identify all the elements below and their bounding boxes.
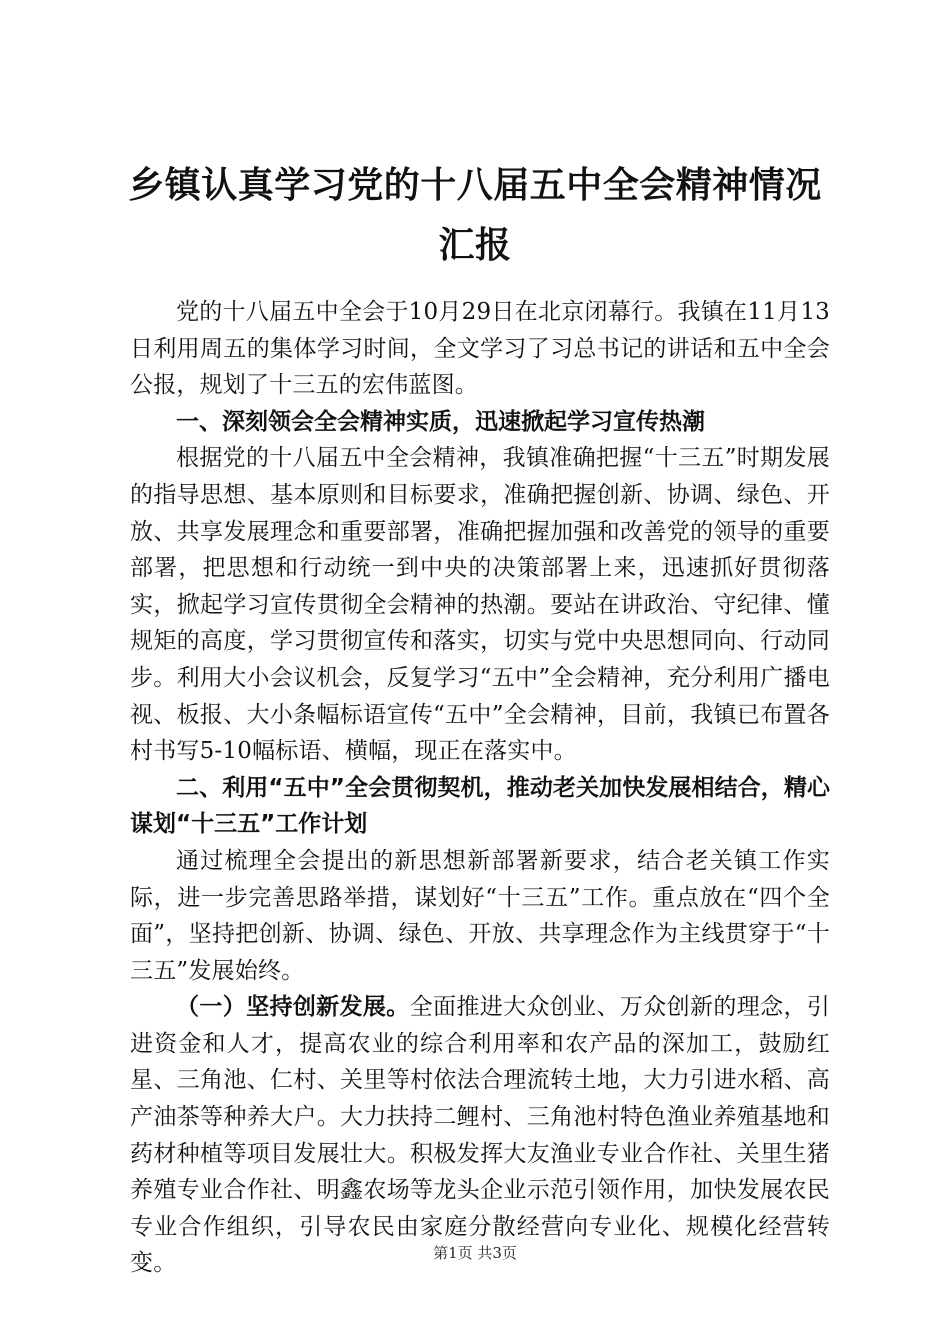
page-footer: 第1页 共3页 bbox=[433, 1244, 517, 1262]
document-title: 乡镇认真学习党的十八届五中全会精神情况汇报 bbox=[128, 165, 822, 266]
section-1-paragraph: 根据党的十八届五中全会精神，我镇准确把握“十三五”时期发展的指导思想、基本原则和目标要求，准确把握创新、协调、绿色、开放、共享发展理念和重要部署，准确把握加强和改善党的领导的重要部署，把思想和行动统一到中央的决策部署上来，迅速抓好贯彻落实，掀起学习宣传贯彻全会精神的热潮。要站在讲政治、守纪律、懂规矩的高度，学习贯彻宣传和落实，切实与党中央思想同向、行动同步。利用大小会议机会，反复学习“五中”全会精神，充分利用广播电视、板报、大小条幅标语宣传“五中”全会精神，目前，我镇已布置各村书写5-10幅标语、横幅，现正在落实中。 bbox=[130, 445, 830, 765]
subsection-1-paragraph bbox=[130, 989, 830, 1282]
subsection-1-heading: （一）坚持创新发展。 bbox=[176, 994, 410, 1021]
section-heading-1: 一、深刻领会全会精神实质，迅速掀起学习宣传热潮 bbox=[176, 408, 705, 435]
section-2-paragraph: 通过梳理全会提出的新思想新部署新要求，结合老关镇工作实际，进一步完善思路举措，谋划好“十三五”工作。重点放在“四个全面”，坚持把创新、协调、绿色、开放、共享理念作为主线贯穿于“十三五”发展始终。 bbox=[130, 847, 830, 984]
subsection-1-text: 全面推进大众创业、万众创新的理念，引进资金和人才，提高农业的综合利用率和农产品的深加工，鼓励红星、三角池、仁村、关里等村依法合理流转土地，大力引进水稻、高产油茶等种养大户。大力扶持二鲤村、三角池村特色渔业养殖基地和药材种植等项目发展壮大。积极发挥大友渔业专业合作社、关里生猪养殖专业合作社、明鑫农场等龙头企业示范引领作用，加快发展农民专业合作组织，引导农民由家庭分散经营向专业化、规模化经营转变。 bbox=[130, 994, 831, 1277]
document-body bbox=[130, 294, 830, 1282]
section-heading-2: 二、利用“五中”全会贯彻契机，推动老关加快发展相结合，精心谋划“十三五”工作计划 bbox=[130, 774, 830, 838]
intro-paragraph: 党的十八届五中全会于10月29日在北京闭幕行。我镇在11月13日利用周五的集体学习时间，全文学习了习总书记的讲话和五中全会公报，规划了十三五的宏伟蓝图。 bbox=[130, 299, 830, 399]
